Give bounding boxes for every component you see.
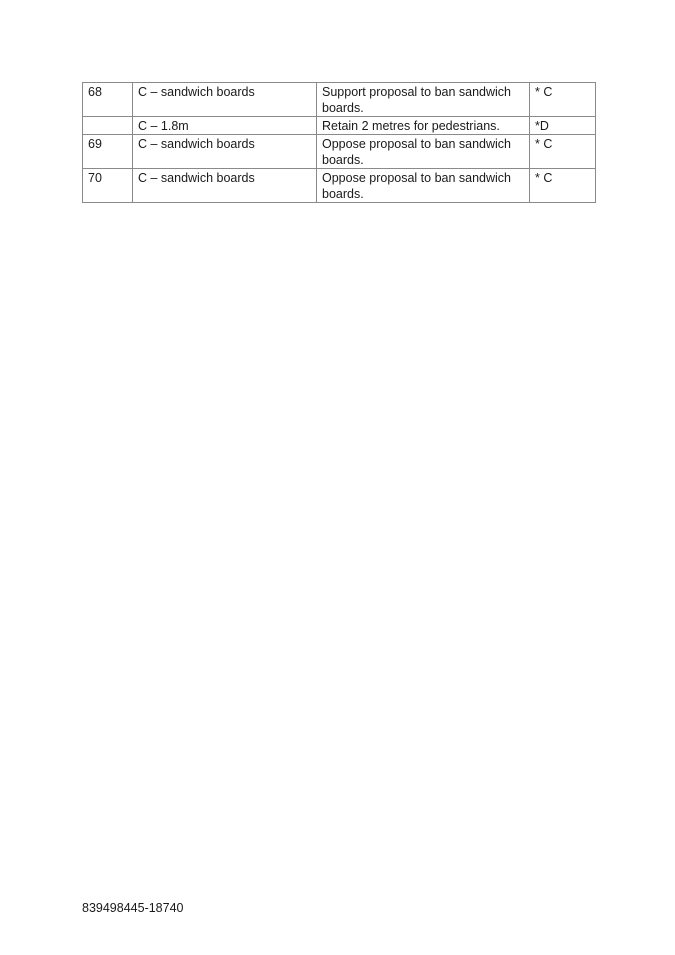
row-number-cell — [83, 117, 133, 135]
comment-cell: Support proposal to ban sandwich boards. — [317, 83, 530, 117]
comment-cell: Oppose proposal to ban sandwich boards. — [317, 169, 530, 203]
table-row — [83, 169, 596, 203]
response-cell: * C — [530, 169, 596, 203]
table-row — [83, 117, 596, 135]
table-row — [83, 135, 596, 169]
category-cell: C – sandwich boards — [133, 135, 317, 169]
responses-table — [82, 82, 596, 203]
row-number-cell: 70 — [83, 169, 133, 203]
category-cell: C – sandwich boards — [133, 169, 317, 203]
footer-reference: 839498445-18740 — [82, 901, 184, 915]
row-number-cell: 69 — [83, 135, 133, 169]
response-cell: *D — [530, 117, 596, 135]
response-cell: * C — [530, 83, 596, 117]
category-cell: C – sandwich boards — [133, 83, 317, 117]
table-row — [83, 83, 596, 117]
comment-cell: Oppose proposal to ban sandwich boards. — [317, 135, 530, 169]
category-cell: C – 1.8m — [133, 117, 317, 135]
comment-cell: Retain 2 metres for pedestrians. — [317, 117, 530, 135]
row-number-cell: 68 — [83, 83, 133, 117]
response-cell: * C — [530, 135, 596, 169]
